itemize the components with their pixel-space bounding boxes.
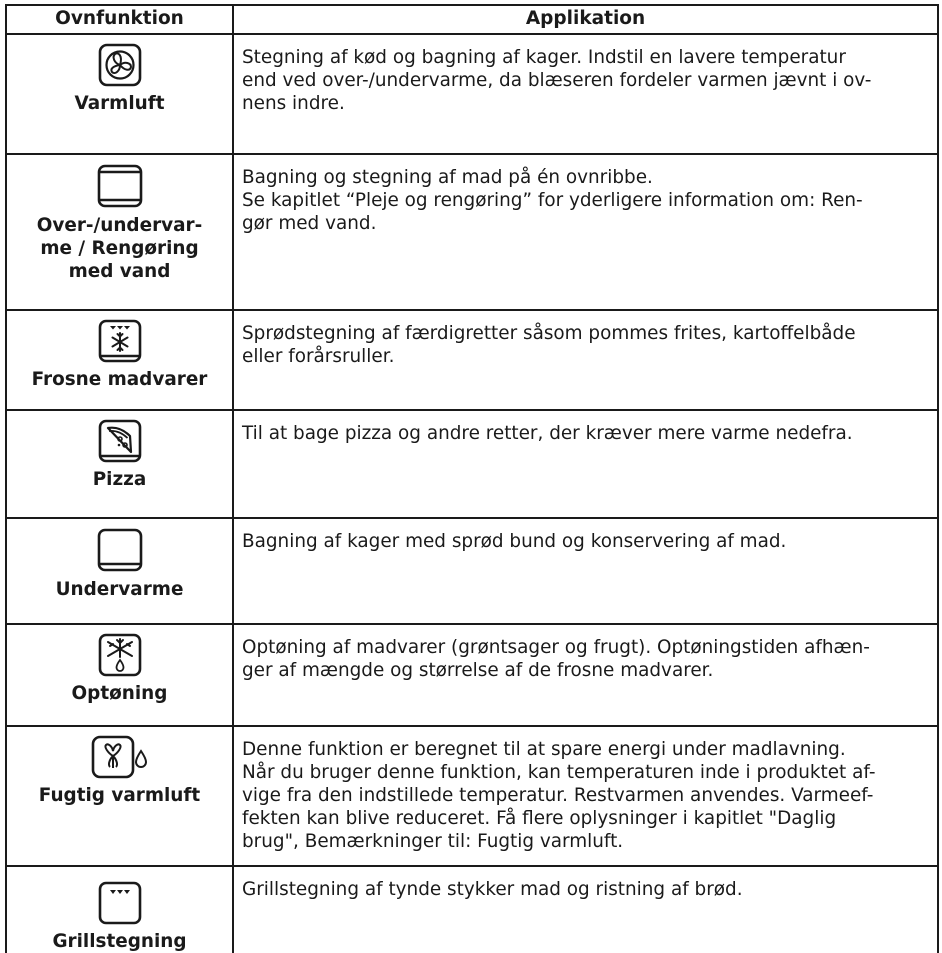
function-cell (6, 726, 233, 866)
table-row (6, 518, 938, 624)
function-name (11, 468, 228, 491)
application-text-line: Denne funktion er beregnet til at spare energi under madlavning. (242, 739, 846, 760)
application-text-line: Stegning af kød og bagning af kager. Indstil en lavere temperatur (242, 47, 846, 68)
function-name (11, 784, 228, 807)
function-name-line: Fugtig varmluft (38, 785, 201, 806)
column-header-function: Ovnfunktion (6, 5, 233, 34)
bottom-heat-icon (97, 527, 143, 573)
grill-icon (98, 881, 142, 925)
application-text-line: vige fra den indstillede temperatur. Restvarmen anvendes. Varmeef- (242, 785, 874, 806)
application-text-line: end ved over-/undervarme, da blæseren fordeler varmen jævnt i ov- (242, 70, 872, 91)
function-name (11, 930, 228, 953)
function-cell (6, 154, 233, 310)
table-row (6, 726, 938, 866)
application-text-line: Bagning og stegning af mad på én ovnribbe. (242, 167, 653, 188)
function-cell (6, 410, 233, 518)
application-text-line: Bagning af kager med sprød bund og konservering af mad. (242, 531, 787, 552)
column-header-application: Applikation (233, 5, 938, 34)
application-text-line: Til at bage pizza og andre retter, der kræver mere varme nedefra. (242, 423, 853, 444)
application-text-line: Grillstegning af tynde stykker mad og ristning af brød. (242, 879, 743, 900)
application-text-line: ger af mængde og størrelse af de frosne madvarer. (242, 660, 714, 681)
function-name-line: Optøning (71, 683, 168, 704)
function-name-line: Over-/undervar- (36, 215, 203, 236)
function-name (11, 368, 228, 391)
function-name-line: Grillstegning (52, 931, 187, 952)
application-text-line: eller forårsruller. (242, 346, 395, 367)
top-bottom-heat-icon (97, 163, 143, 209)
table-header-row (6, 5, 938, 34)
application-cell (233, 310, 938, 410)
application-cell (233, 624, 938, 726)
function-cell (6, 34, 233, 154)
application-text-line: Se kapitlet “Pleje og rengøring” for yderligere information om: Ren- (242, 190, 863, 211)
defrost-icon (98, 633, 142, 677)
application-text-line: gør med vand. (242, 213, 377, 234)
table-row (6, 154, 938, 310)
function-cell (6, 866, 233, 953)
application-cell (233, 726, 938, 866)
application-cell (233, 154, 938, 310)
table-row (6, 624, 938, 726)
application-cell (233, 34, 938, 154)
table-row (6, 410, 938, 518)
table-row (6, 34, 938, 154)
application-text-line: brug", Bemærkninger til: Fugtig varmluft. (242, 831, 624, 852)
function-cell (6, 518, 233, 624)
application-cell (233, 410, 938, 518)
function-name (11, 578, 228, 601)
function-name (11, 214, 228, 283)
moist-fan-icon (91, 735, 149, 779)
fan-icon (98, 43, 142, 87)
pizza-icon (98, 419, 142, 463)
function-name-line: med vand (68, 261, 171, 282)
oven-functions-table (5, 4, 939, 953)
application-text-line: Optøning af madvarer (grøntsager og frugt). Optøningstiden afhæn- (242, 637, 870, 658)
application-text-line: Når du bruger denne funktion, kan temperaturen inde i produktet af- (242, 762, 876, 783)
function-name-line: Pizza (92, 469, 147, 490)
frozen-food-icon (98, 319, 142, 363)
table-row (6, 866, 938, 953)
function-name-line: Frosne madvarer (31, 369, 208, 390)
function-name (11, 92, 228, 115)
function-cell (6, 624, 233, 726)
application-cell (233, 866, 938, 953)
application-cell (233, 518, 938, 624)
table-row (6, 310, 938, 410)
application-text-line: fekten kan blive reduceret. Få flere oplysninger i kapitlet "Daglig (242, 808, 837, 829)
application-text-line: Sprødstegning af færdigretter såsom pommes frites, kartoffelbåde (242, 323, 856, 344)
function-cell (6, 310, 233, 410)
function-name-line: Undervarme (55, 579, 184, 600)
application-text-line: nens indre. (242, 93, 345, 114)
function-name (11, 682, 228, 705)
function-name-line: Varmluft (74, 93, 165, 114)
function-name-line: me / Rengøring (40, 238, 199, 259)
